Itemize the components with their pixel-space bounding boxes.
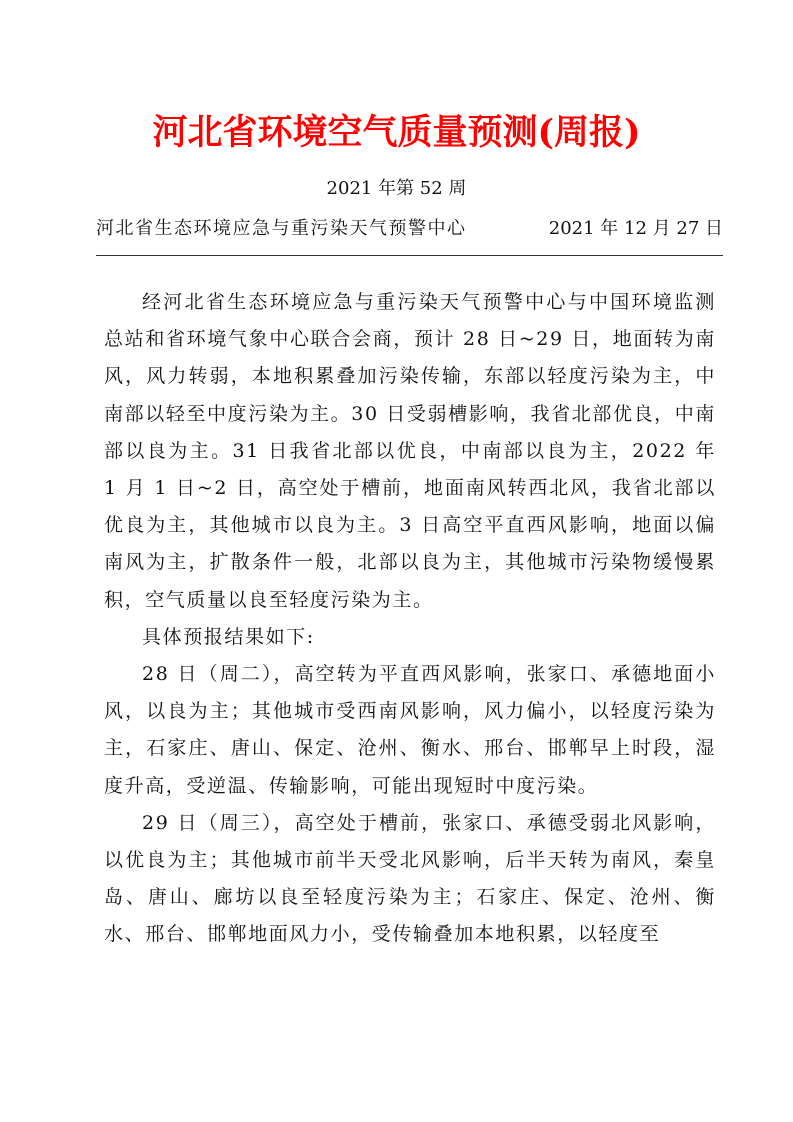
issuer-row — [96, 216, 723, 242]
forecast-intro: 具体预报结果如下: — [142, 625, 315, 648]
summary-paragraph: 经河北省生态环境应急与重污染天气预警中心与中国环境监测总站和省环境气象中心联合会商，预计 28 日~29 日，地面转为南风，风力转弱，本地积累叠加污染传输，东部以轻度污染为主，中南部以轻至中度污染为主。30 日受弱槽影响，我省北部优良，中南部以良为主。31 日我省北部以优良，中南部以良为主，2022 年 1 月 1 日~2 日，高空处于槽前，地面南风转西北风，我省北部以优良为主，其他城市以良为主。3 日高空平直西风影响，地面以偏南风为主，扩散条件一般，北部以良为主，其他城市污染物缓慢累积，空气质量以良至轻度污染为主。 — [104, 291, 716, 611]
document-body — [104, 284, 716, 954]
issue-date: 2021 年 12 月 27 日 — [548, 218, 723, 239]
issue-number: 2021 年第 52 周 — [326, 178, 467, 199]
header-divider — [96, 255, 723, 256]
issuing-agency: 河北省生态环境应急与重污染天气预警中心 — [96, 218, 467, 239]
forecast-day-28: 28 日（周二），高空转为平直西风影响，张家口、承德地面小风，以良为主；其他城市受西南风影响，风力偏小，以轻度污染为主，石家庄、唐山、保定、沧州、衡水、邢台、邯郸早上时段，湿度升高，受逆温、传输影响，可能出现短时中度污染。 — [104, 663, 716, 797]
document-title: 河北省环境空气质量预测(周报) — [152, 112, 641, 153]
forecast-day-29: 29 日（周三），高空处于槽前，张家口、承德受弱北风影响，以优良为主；其他城市前半天受北风影响，后半天转为南风，秦皇岛、唐山、廊坊以良至轻度污染为主；石家庄、保定、沧州、衡水、邢台、邯郸地面风力小，受传输叠加本地积累，以轻度至 — [104, 811, 716, 946]
